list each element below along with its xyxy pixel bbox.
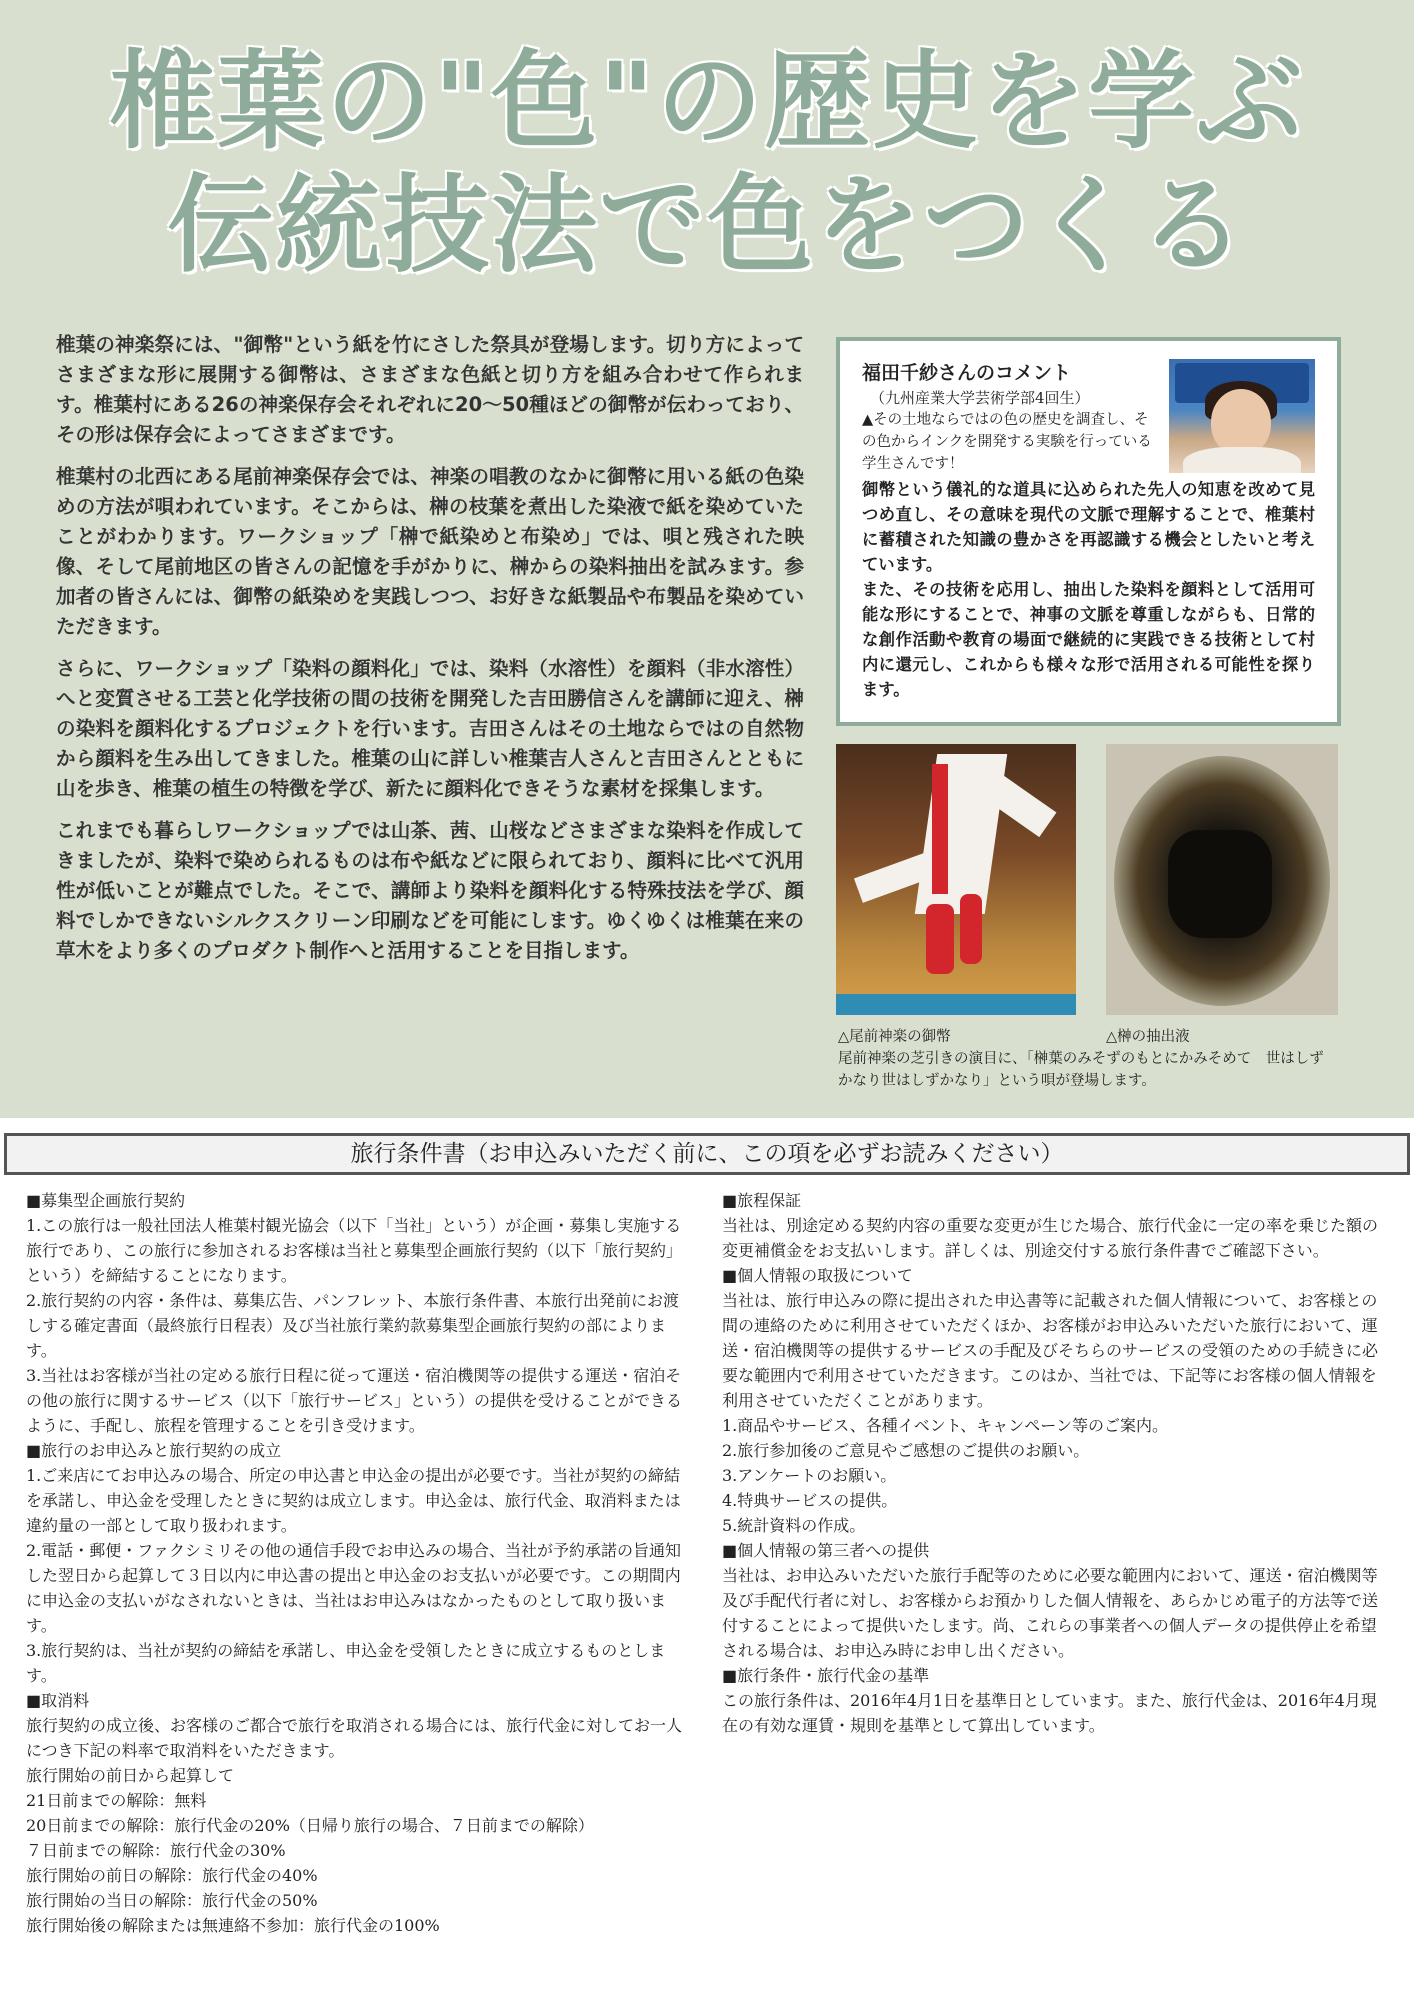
title-line-1: 椎葉の"色"の歴史を学ぶ <box>109 40 1305 163</box>
conditions-line: 旅行開始の当日の解除：旅行代金の50% <box>26 1891 318 1910</box>
photo-body-shape <box>1183 447 1301 473</box>
extract-photo <box>1106 744 1338 1015</box>
comment-body-2: また、その技術を応用し、抽出した染料を顔料として活用可能な形にすることで、神事の文脈を尊重しながらも、日常的な創作活動や教育の場面で継続的に実践できる技術として村内に還元し、これからも様々な形で活用される可能性を探ります。 <box>862 580 1315 699</box>
conditions-line: 3.アンケートのお願い。 <box>722 1466 897 1485</box>
conditions-heading: 旅行条件書（お申込みいただく前に、この項を必ずお読みください） <box>4 1133 1410 1175</box>
intro-paragraph: 椎葉の神楽祭には、"御幣"という紙を竹にさした祭具が登場します。切り方によってさまざまな形に展開する御幣は、さまざまな色紙と切り方を組み合わせて作られます。椎葉村にある26の神楽保存会それぞれに20～50種ほどの御幣が伝わっており、その形は保存会によってさまざまです。 <box>56 333 804 446</box>
conditions-line: 21日前までの解除：無料 <box>26 1791 207 1810</box>
conditions-line: 1.この旅行は一般社団法人椎葉村観光協会（以下「当社」という）が企画・募集し実施する旅行であり、この旅行に参加されるお客様は当社と募集型企画旅行契約（以下「旅行契約」という）を締結することになります。 <box>26 1216 683 1285</box>
comment-body-1: 御幣という儀礼的な道具に込められた先人の知恵を改めて見つめ直し、その意味を現代の文脈で理解することで、椎葉村に蓄積された知識の豊かさを再認識する機会としたいと考えています。 <box>862 480 1315 574</box>
conditions-line: ■旅行条件・旅行代金の基準 <box>722 1666 930 1685</box>
intro-text <box>56 330 804 978</box>
conditions-line: 3.当社はお客様が当社の定める旅行日程に従って運送・宿泊機関等の提供する運送・宿泊その他の旅行に関するサービス（以下「旅行サービス」という）の提供を受けることができるように、手配し、旅程を管理することを引き受けます。 <box>26 1366 683 1435</box>
photo-caption-note: 尾前神楽の芝引きの演目に、「榊葉のみそずのもとにかみそめて 世はしずかなり世はしずかなり」という唄が登場します。 <box>838 1051 1324 1089</box>
conditions-line: ■募集型企画旅行契約 <box>26 1191 186 1210</box>
conditions-line: 20日前までの解除：旅行代金の20%（日帰り旅行の場合、７日前までの解除） <box>26 1816 594 1835</box>
conditions-line: 4.特典サービスの提供。 <box>722 1491 898 1510</box>
conditions-line: 当社は、お申込みいただいた旅行手配等のために必要な範囲内において、運送・宿泊機関等及び手配代行者に対し、お客様からお預かりした個人情報を、あらかじめ電子的方法等で送付することによって提供いたします。尚、これらの事業者への個人データの提供停止を希望される場合は、お申込み時にお申し出ください。 <box>722 1566 1379 1660</box>
conditions-line: 3.旅行契約は、当社が契約の締結を承諾し、申込金を受領したときに成立するものとします。 <box>26 1641 666 1685</box>
conditions-line: 旅行開始の前日から起算して <box>26 1766 235 1785</box>
portrait-photo <box>1169 359 1315 473</box>
comment-box <box>836 337 1341 726</box>
photo-liquid-shape <box>1168 830 1272 938</box>
conditions-line: ■旅程保証 <box>722 1191 802 1210</box>
conditions-line: 1.ご来店にてお申込みの場合、所定の申込書と申込金の提出が必要です。当社が契約の締結を承諾し、申込金を受理したときに契約は成立します。申込金は、旅行代金、取消料または違約量の一部として取り扱われます。 <box>26 1466 681 1535</box>
conditions-line: 当社は、別途定める契約内容の重要な変更が生じた場合、旅行代金に一定の率を乗じた額の変更補償金をお支払いします。詳しくは、別途交付する旅行条件書でご確認下さい。 <box>722 1216 1379 1260</box>
comment-body <box>862 477 1315 702</box>
conditions-line: 5.統計資料の作成。 <box>722 1516 866 1535</box>
intro-paragraph: 椎葉村の北西にある尾前神楽保存会では、神楽の唱教のなかに御幣に用いる紙の色染めの方法が唄われています。そこからは、榊の枝葉を煮出した染液で紙を染めていたことがわかります。ワークショップ「榊で紙染めと布染め」では、唄と残された映像、そして尾前地区の皆さんの記憶を手がかりに、榊からの染料抽出を試みます。参加者の皆さんには、御幣の紙染めを実践しつつ、お好きな紙製品や布製品を染めていただきます。 <box>56 465 804 638</box>
conditions-line: ■旅行のお申込みと旅行契約の成立 <box>26 1441 282 1460</box>
photo-red-shape <box>932 764 948 894</box>
photo-caption-gohei: △尾前神楽の御幣 <box>838 1029 951 1045</box>
conditions-line: ７日前までの解除：旅行代金の30% <box>26 1841 286 1860</box>
conditions-line: 2.旅行参加後のご意見やご感想のご提供のお願い。 <box>722 1441 1090 1460</box>
intro-paragraph: さらに、ワークショップ「染料の顔料化」では、染料（水溶性）を顔料（非水溶性）へと変質させる工芸と化学技術の間の技術を開発した吉田勝信さんを講師に迎え、榊の染料を顔料化するプロジェクトを行います。吉田さんはその土地ならではの自然物から顔料を生み出してきました。椎葉の山に詳しい椎葉吉人さんと吉田さんとともに山を歩き、椎葉の植生の特徴を学び、新たに顔料化できそうな素材を採集します。 <box>56 657 804 800</box>
conditions-line: 旅行開始の前日の解除：旅行代金の40% <box>26 1866 318 1885</box>
conditions-line: 旅行契約の成立後、お客様のご都合で旅行を取消される場合には、旅行代金に対してお一人につき下記の料率で取消料をいただきます。 <box>26 1716 683 1760</box>
conditions-line: 2.電話・郵便・ファクシミリその他の通信手段でお申込みの場合、当社が予約承諾の旨通知した翌日から起算して３日以内に申込書の提出と申込金のお支払いが必要です。この期間内に申込金の支払いがなされないときは、当社はお申込みはなかったものとして取り扱います。 <box>26 1541 681 1635</box>
conditions-right-column <box>722 1188 1388 1738</box>
intro-paragraph: これまでも暮らしワークショップでは山茶、茜、山桜などさまざまな染料を作成してきましたが、染料で染められるものは布や紙などに限られており、顔料に比べて汎用性が低いことが難点でした。そこで、講師より染料を顔料化する特殊技法を学び、顔料でしかできないシルクスクリーン印刷などを可能にします。ゆくゆくは椎葉在来の草木をより多くのプロダクト制作へと活用することを目指します。 <box>56 819 804 962</box>
conditions-line: 旅行開始後の解除または無連絡不参加：旅行代金の100% <box>26 1916 440 1935</box>
comment-affiliation: （九州産業大学芸術学部4回生） <box>870 389 1090 407</box>
photo-caption-extract: △榊の抽出液 <box>1106 1029 1190 1045</box>
photo-red-shape <box>960 894 982 964</box>
comment-name: 福田千紗さんのコメント <box>862 362 1072 384</box>
page-title <box>0 40 1414 288</box>
conditions-line: 1.商品やサービス、各種イベント、キャンペーン等のご案内。 <box>722 1416 1168 1435</box>
photo-floor-shape <box>836 994 1076 1015</box>
conditions-line: 2.旅行契約の内容・条件は、募集広告、パンフレット、本旅行条件書、本旅行出発前にお渡しする確定書面（最終旅行日程表）及び当社旅行業約款募集型企画旅行契約の部によります。 <box>26 1291 680 1360</box>
conditions-line: この旅行条件は、2016年4月1日を基準日としています。また、旅行代金は、2016年4月現在の有効な運賃・規則を基準として算出しています。 <box>722 1691 1377 1735</box>
photo-red-shape <box>926 904 954 974</box>
conditions-line: 当社は、旅行申込みの際に提出された申込書等に記載された個人情報について、お客様との間の連絡のために利用させていただくほか、お客様がお申込みいただいた旅行において、運送・宿泊機関等の提供するサービスの手配及びそちらのサービスの受領のための手続きに必要な範囲内で利用させていただきます。このはか、当社では、下記等にお客様の個人情報を利用させていただくことがあります。 <box>722 1291 1379 1410</box>
conditions-left-column <box>26 1188 690 1938</box>
conditions-line: ■取消料 <box>26 1691 90 1710</box>
title-line-2: 伝統技法で色をつくる <box>167 164 1247 287</box>
gohei-photo <box>836 744 1076 1015</box>
conditions-line: ■個人情報の第三者への提供 <box>722 1541 930 1560</box>
conditions-line: ■個人情報の取扱について <box>722 1266 913 1285</box>
photo-face-shape <box>1211 389 1271 455</box>
portrait-caption: ▲その土地ならではの色の歴史を調査し、その色からインクを開発する実験を行っている学生さんです！ <box>862 412 1152 472</box>
